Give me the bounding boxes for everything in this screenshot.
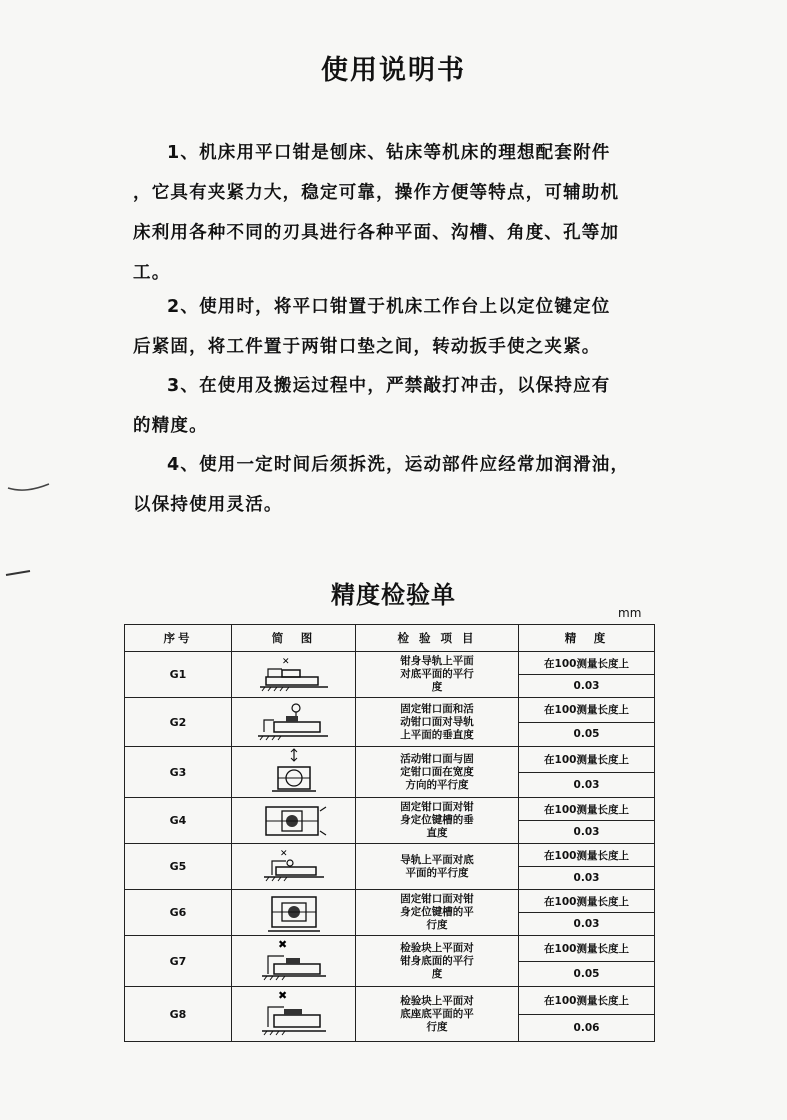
row-no: G6 [125,890,232,936]
accuracy-value: 0.05 [519,722,655,747]
page-title: 使用说明书 [321,55,466,86]
svg-text:✕: ✕ [279,848,288,859]
accuracy-value: 0.03 [519,821,655,844]
accuracy-condition: 在100测量长度上 [519,844,655,867]
inspection-item: 活动钳口面与固 定钳口面在宽度 方向的平行度 [356,747,519,798]
inspection-title: 精度检验单 [331,581,456,609]
header-item: 检 验 项 目 [356,625,519,652]
paragraph-1: 1、机床用平口钳是刨床、钻床等机床的理想配套附件 ，它具有夹紧力大，稳定可靠，操作方便等特点，可辅助机 床利用各种不同的刃具进行各种平面、沟槽、角度、孔等加 工。 [133,143,620,283]
paragraph-3: 3、在使用及搬运过程中，严禁敲打冲击，以保持应有 的精度。 [133,376,611,436]
table-row [125,747,655,773]
table-row [125,798,655,821]
figure-cell [232,798,356,844]
svg-text:✖: ✖ [277,989,287,1002]
figure-cell [232,890,356,936]
scan-mark-icon [6,478,51,498]
paragraph-2: 2、使用时，将平口钳置于机床工作台上以定位键定位 后紧固，将工件置于两钳口垫之间，转动扳手使之夹紧。 [133,297,611,357]
vise-diagram-icon [256,801,332,841]
row-no: G3 [125,747,232,798]
figure-cell [232,652,356,698]
figure-cell [232,936,356,987]
accuracy-condition: 在100测量长度上 [519,652,655,675]
accuracy-condition: 在100测量长度上 [519,747,655,773]
inspection-item: 固定钳口面对钳 身定位键槽的平 行度 [356,890,519,936]
figure-cell [232,987,356,1042]
accuracy-value: 0.03 [519,772,655,798]
accuracy-condition: 在100测量长度上 [519,987,655,1015]
figure-cell [232,698,356,747]
header-figure: 简 图 [232,625,356,652]
header-no: 序号 [125,625,232,652]
table-row [125,652,655,675]
row-no: G7 [125,936,232,987]
inspection-item: 钳身导轨上平面 对底平面的平行 度 [356,652,519,698]
inspection-item: 固定钳口面对钳 身定位键槽的垂 直度 [356,798,519,844]
accuracy-condition: 在100测量长度上 [519,698,655,723]
svg-text:✖: ✖ [277,938,287,951]
vise-diagram-icon [256,747,332,797]
figure-cell [232,747,356,798]
table-row [125,844,655,867]
unit-label: mm [618,606,642,620]
accuracy-value: 0.05 [519,961,655,987]
accuracy-value: 0.03 [519,913,655,936]
row-no: G4 [125,798,232,844]
accuracy-value: 0.03 [519,867,655,890]
accuracy-value: 0.06 [519,1014,655,1042]
accuracy-condition: 在100测量长度上 [519,936,655,962]
row-no: G1 [125,652,232,698]
accuracy-condition: 在100测量长度上 [519,890,655,913]
vise-diagram-icon [256,891,332,935]
vise-diagram-icon [256,847,332,887]
header-accuracy: 精 度 [519,625,655,652]
table-row [125,987,655,1015]
vise-diagram-icon [256,698,332,746]
vise-diagram-icon [256,987,332,1041]
table-row [125,890,655,913]
table-row [125,698,655,723]
row-no: G8 [125,987,232,1042]
inspection-item: 检验块上平面对 底座底平面的平 行度 [356,987,519,1042]
vise-diagram-icon [256,655,332,695]
svg-text:✕: ✕ [281,656,290,667]
table-header-row [125,625,655,652]
figure-cell [232,844,356,890]
vise-diagram-icon [256,936,332,986]
table-row [125,936,655,962]
inspection-item: 固定钳口面和活 动钳口面对导轨 上平面的垂直度 [356,698,519,747]
inspection-item: 导轨上平面对底 平面的平行度 [356,844,519,890]
accuracy-value: 0.03 [519,675,655,698]
accuracy-condition: 在100测量长度上 [519,798,655,821]
inspection-table [124,624,655,1042]
row-no: G5 [125,844,232,890]
row-no: G2 [125,698,232,747]
inspection-item: 检验块上平面对 钳身底面的平行 度 [356,936,519,987]
paragraph-4: 4、使用一定时间后须拆洗，运动部件应经常加润滑油， 以保持使用灵活。 [133,455,630,515]
